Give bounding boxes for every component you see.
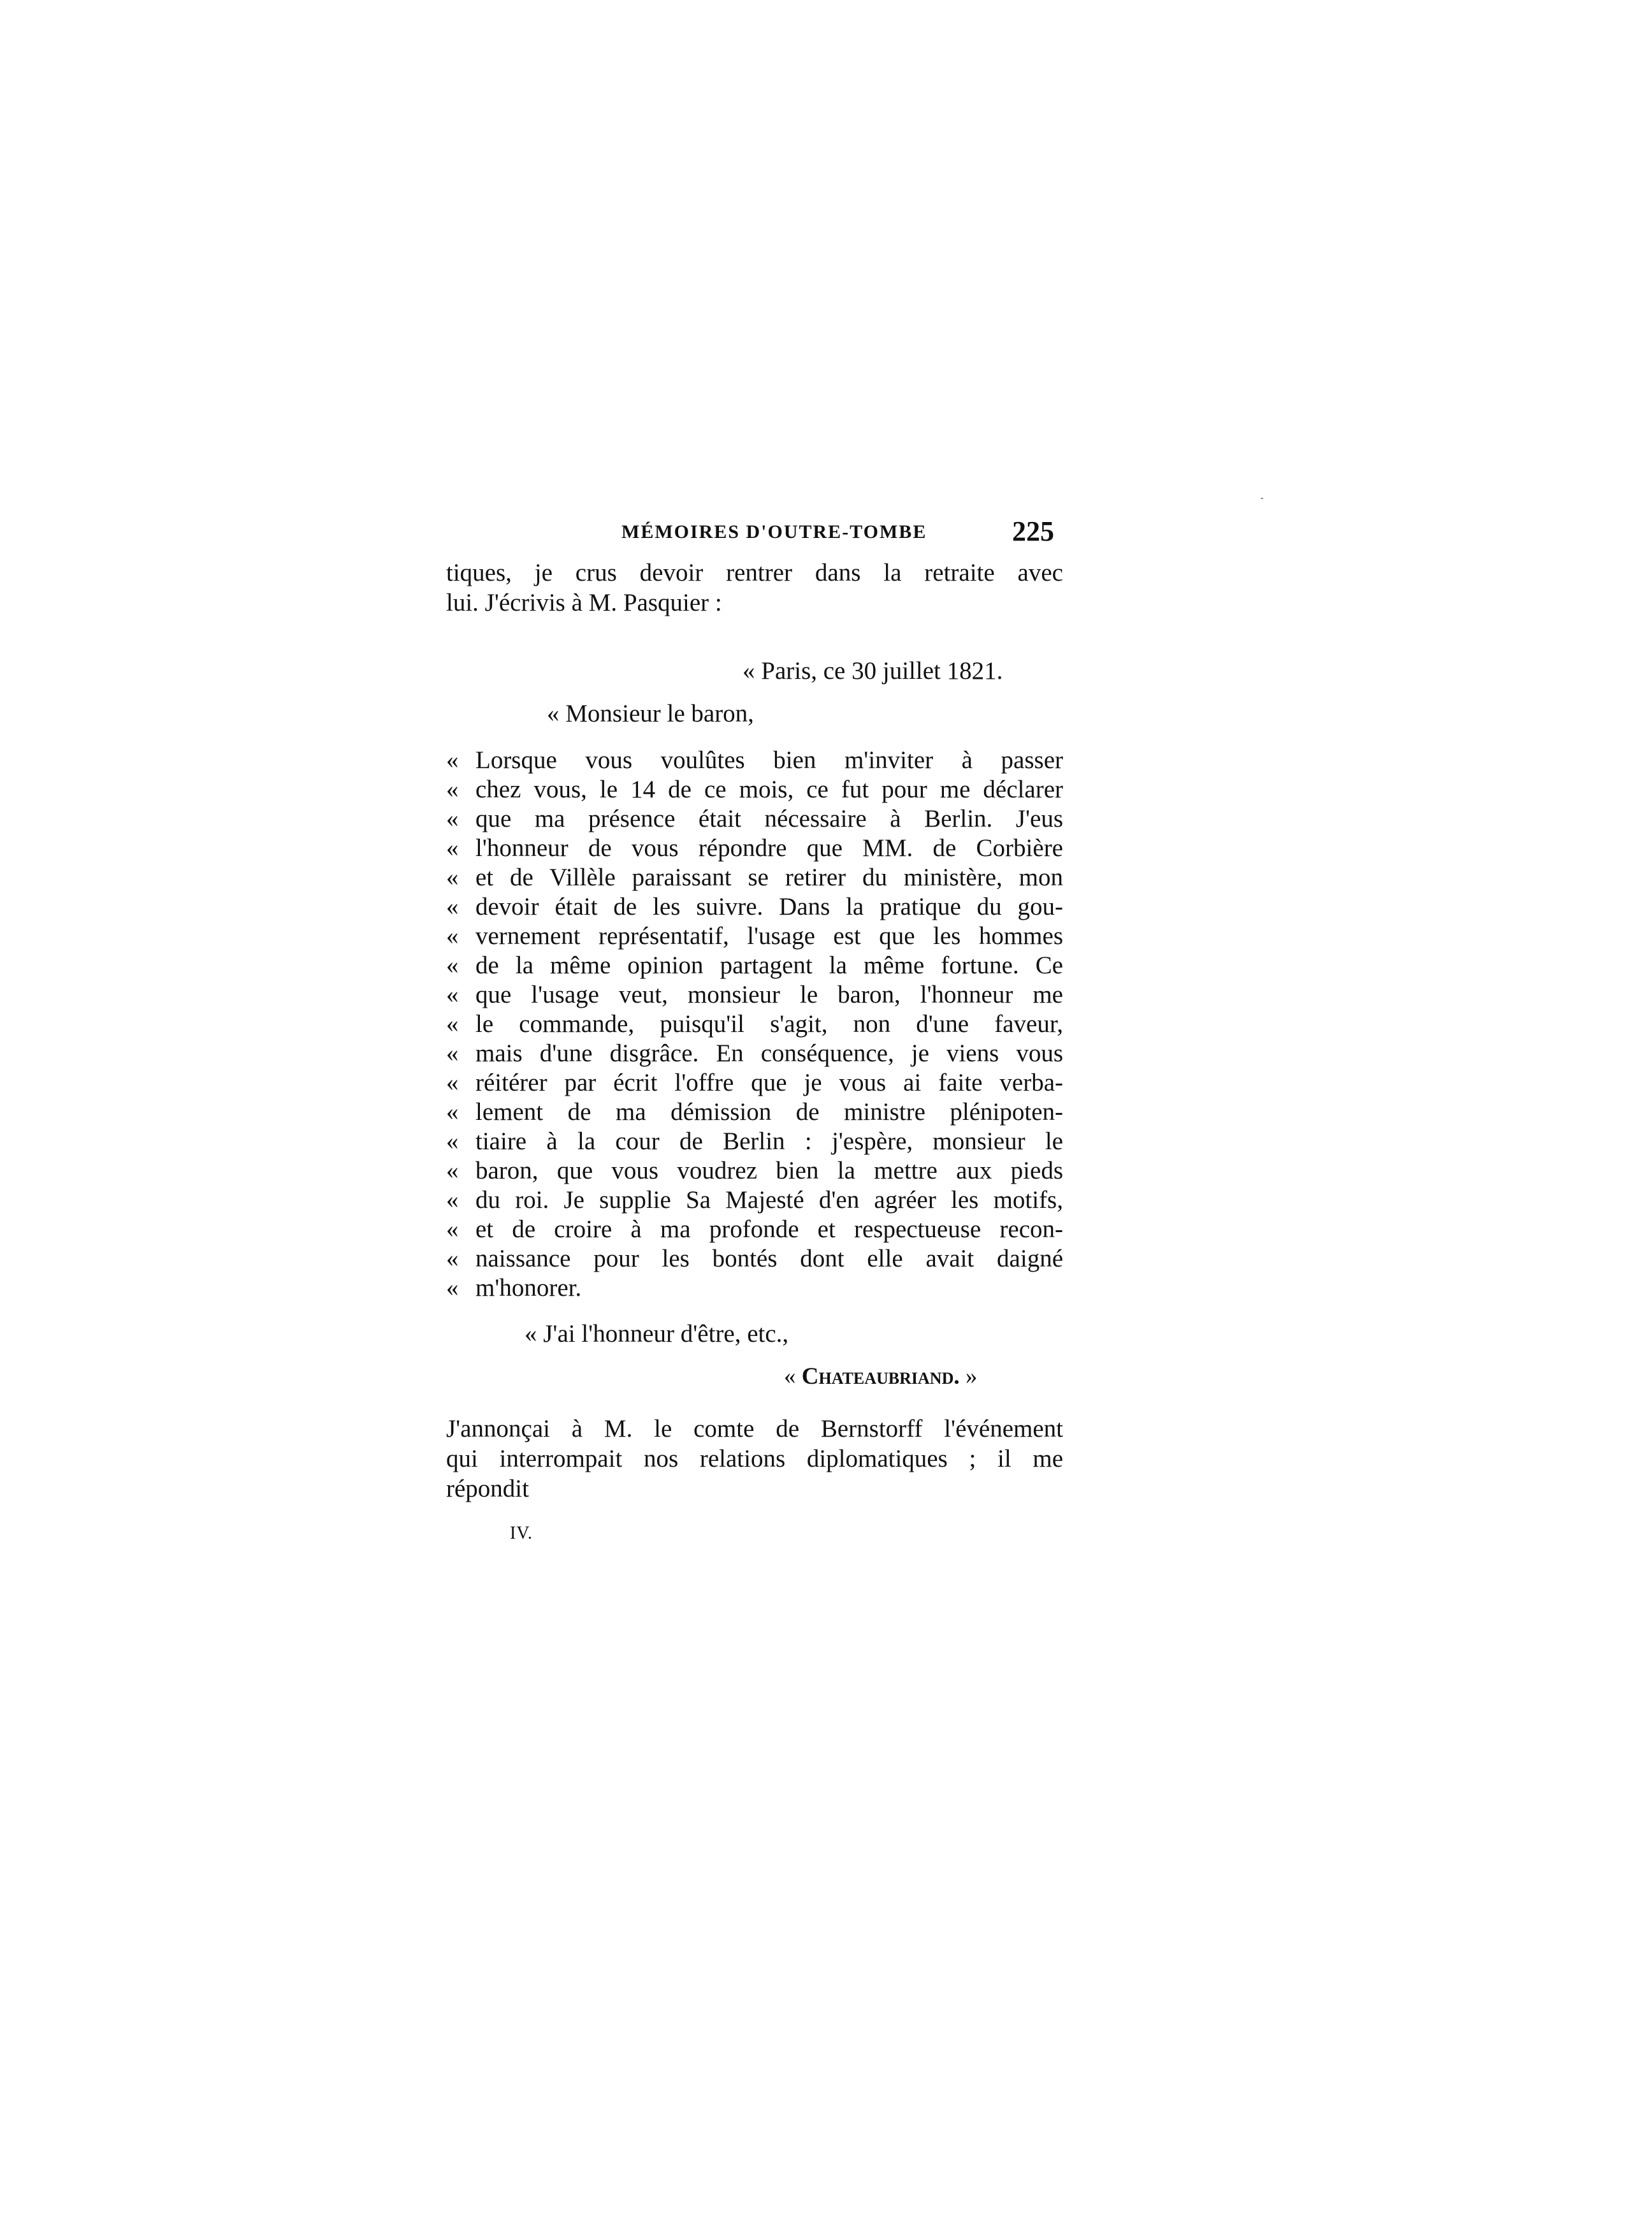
final-paragraph bbox=[446, 1414, 1063, 1504]
letter-line: « l'honneur de vous répondre que MM. de Corbière bbox=[446, 834, 1063, 862]
quote-mark: « bbox=[446, 981, 459, 1008]
letter-line: « naissance pour les bontés dont elle avait daigné bbox=[446, 1245, 1063, 1272]
letter-line: « et de croire à ma profonde et respectueuse recon- bbox=[446, 1216, 1063, 1243]
letter-body bbox=[446, 746, 1063, 1303]
quote-mark: « bbox=[446, 1098, 459, 1126]
signature-open-quote: « bbox=[784, 1363, 796, 1390]
quote-mark: « bbox=[446, 864, 459, 891]
letter-line: « vernement représentatif, l'usage est que les hommes bbox=[446, 922, 1063, 950]
letter-line: « baron, que vous voudrez bien la mettre aux pieds bbox=[446, 1157, 1063, 1184]
quote-mark: « bbox=[446, 1245, 459, 1272]
quote-mark: « bbox=[446, 776, 459, 803]
letter-line: « Lorsque vous voulûtes bien m'inviter à passer bbox=[446, 746, 1063, 774]
letter-line: « de la même opinion partagent la même fortune. Ce bbox=[446, 952, 1063, 979]
opening-paragraph bbox=[446, 558, 1063, 618]
quote-mark: « bbox=[446, 1274, 459, 1302]
quote-mark: « bbox=[446, 1186, 459, 1214]
quote-mark: « bbox=[446, 922, 459, 950]
quote-mark: « bbox=[446, 893, 459, 920]
quote-mark: « bbox=[446, 1069, 459, 1096]
paragraph-line: répondit bbox=[446, 1475, 529, 1502]
paragraph-line: J'annonçai à M. le comte de Bernstorff l'événement bbox=[446, 1415, 1063, 1442]
letter-line: « réitérer par écrit l'offre que je vous ai faite verba- bbox=[446, 1069, 1063, 1096]
signature-name: Chateaubriand. bbox=[801, 1363, 960, 1390]
letter-date: « Paris, ce 30 juillet 1821. bbox=[743, 657, 1003, 685]
letter-line: « que ma présence était nécessaire à Berlin. J'eus bbox=[446, 805, 1063, 832]
gathering-signature-mark: IV. bbox=[510, 1523, 533, 1543]
letter-line: « du roi. Je supplie Sa Majesté d'en agréer les motifs, bbox=[446, 1186, 1063, 1214]
letter-line: « devoir était de les suivre. Dans la pratique du gou- bbox=[446, 893, 1063, 920]
quote-mark: « bbox=[446, 952, 459, 979]
letter-line: « que l'usage veut, monsieur le baron, l'honneur me bbox=[446, 981, 1063, 1008]
letter-line: « tiaire à la cour de Berlin : j'espère, monsieur le bbox=[446, 1128, 1063, 1155]
paragraph-line: tiques, je crus devoir rentrer dans la retraite avec bbox=[446, 559, 1063, 586]
quote-mark: « bbox=[446, 805, 459, 832]
paragraph-line: lui. J'écrivis à M. Pasquier : bbox=[446, 589, 722, 616]
quote-mark: « bbox=[446, 1128, 459, 1155]
quote-mark: « bbox=[446, 1157, 459, 1184]
paragraph-line: qui interrompait nos relations diplomatiques ; il me bbox=[446, 1445, 1063, 1472]
letter-line: « m'honorer. bbox=[446, 1274, 582, 1302]
scan-speck bbox=[1261, 498, 1263, 499]
letter-signature bbox=[784, 1363, 977, 1390]
quote-mark: « bbox=[446, 1040, 459, 1067]
signature-close-quote: » bbox=[965, 1363, 978, 1390]
quote-mark: « bbox=[446, 1216, 459, 1243]
letter-line: « mais d'une disgrâce. En conséquence, je viens vous bbox=[446, 1040, 1063, 1067]
letter-line: « et de Villèle paraissant se retirer du ministère, mon bbox=[446, 864, 1063, 891]
quote-mark: « bbox=[446, 746, 459, 774]
quote-mark: « bbox=[446, 834, 459, 862]
letter-salutation: « Monsieur le baron, bbox=[547, 700, 754, 727]
letter-line: « lement de ma démission de ministre plénipoten- bbox=[446, 1098, 1063, 1126]
letter-line: « le commande, puisqu'il s'agit, non d'une faveur, bbox=[446, 1010, 1063, 1038]
letter-line: « chez vous, le 14 de ce mois, ce fut pour me déclarer bbox=[446, 776, 1063, 803]
running-title: MÉMOIRES D'OUTRE-TOMBE bbox=[621, 521, 927, 542]
quote-mark: « bbox=[446, 1010, 459, 1038]
letter-closing: « J'ai l'honneur d'être, etc., bbox=[525, 1320, 789, 1347]
page-number: 225 bbox=[1012, 516, 1054, 547]
